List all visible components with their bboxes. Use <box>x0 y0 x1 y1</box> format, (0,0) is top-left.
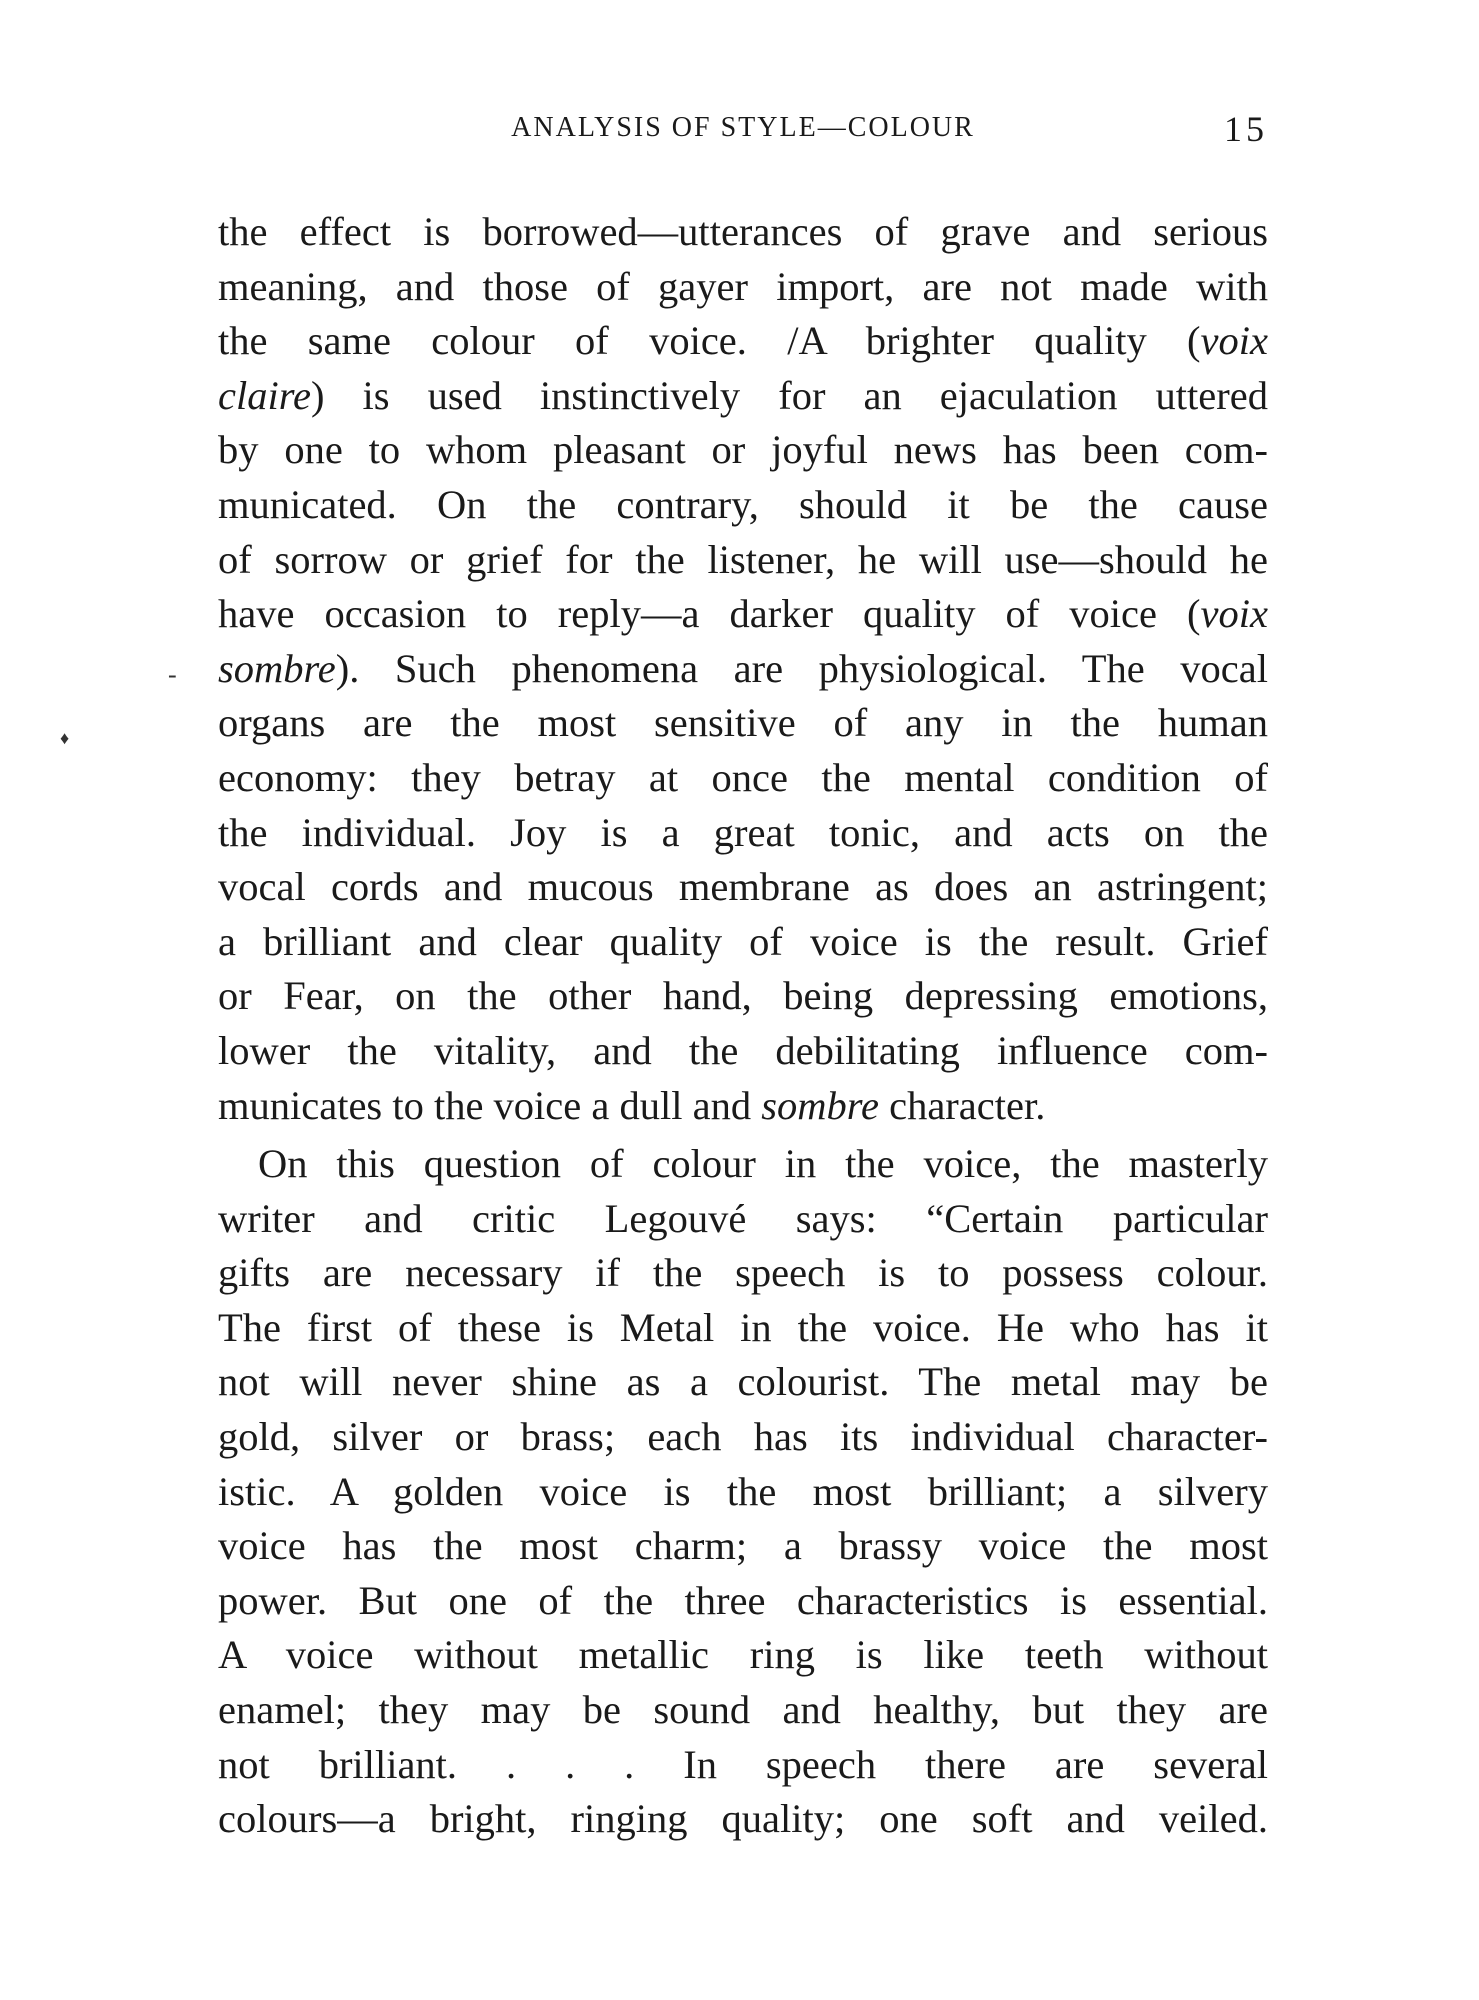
margin-mark: ♦ <box>60 728 70 748</box>
text-line: of sorrow or grief for the listener, he will use—should he <box>218 536 1268 582</box>
text-line: power. But one of the three characteristics is essential. <box>218 1577 1268 1623</box>
text-line: a brilliant and clear quality of voice is the result. Grief <box>218 918 1268 964</box>
body-text <box>218 205 1268 1847</box>
running-head <box>218 109 1268 152</box>
text-line: vocal cords and mucous membrane as does an astringent; <box>218 864 1268 910</box>
text-line: not brilliant. . . . In speech there are several <box>218 1741 1268 1787</box>
text-line: municates to the voice a dull and sombre character. <box>218 1082 1046 1128</box>
text-line: The first of these is Metal in the voice. He who has it <box>218 1304 1268 1350</box>
text-line: municated. On the contrary, should it be the cause <box>218 481 1268 527</box>
text-line: the effect is borrowed—utterances of grave and serious <box>218 209 1268 254</box>
margin-mark: - <box>168 660 177 689</box>
text-line: organs are the most sensitive of any in the human <box>218 700 1268 746</box>
text-line: A voice without metallic ring is like teeth without <box>218 1632 1268 1678</box>
text-line: claire) is used instinctively for an ejaculation uttered <box>218 372 1268 418</box>
text-line: colours—a bright, ringing quality; one soft and veiled. <box>218 1796 1268 1842</box>
text-line: writer and critic Legouvé says: “Certain particular <box>218 1195 1268 1241</box>
text-line: the same colour of voice. /A brighter quality (voix <box>218 318 1268 364</box>
text-line: meaning, and those of gayer import, are not made with <box>218 263 1268 309</box>
text-line: istic. A golden voice is the most brilliant; a silvery <box>218 1468 1268 1514</box>
text-line: lower the vitality, and the debilitating influence com- <box>218 1027 1268 1073</box>
text-line: enamel; they may be sound and healthy, but they are <box>218 1687 1268 1733</box>
text-line: gold, silver or brass; each has its individual character- <box>218 1414 1268 1460</box>
running-title: ANALYSIS OF STYLE—COLOUR <box>511 112 975 143</box>
text-line: gifts are necessary if the speech is to possess colour. <box>218 1250 1268 1296</box>
text-line: not will never shine as a colourist. The metal may be <box>218 1359 1268 1405</box>
text-line: the individual. Joy is a great tonic, and acts on the <box>218 809 1268 855</box>
text-line: economy: they betray at once the mental condition of <box>218 754 1268 800</box>
text-line: or Fear, on the other hand, being depressing emotions, <box>218 973 1268 1019</box>
text-line: have occasion to reply—a darker quality of voice (voix <box>218 591 1268 637</box>
text-line: sombre). Such phenomena are physiological. The vocal <box>218 645 1268 691</box>
text-line: by one to whom pleasant or joyful news has been com- <box>218 427 1268 473</box>
paragraph <box>218 1137 1268 1847</box>
text-line: voice has the most charm; a brassy voice the most <box>218 1523 1268 1569</box>
page-number: 15 <box>1224 109 1268 149</box>
paragraph <box>218 205 1268 1133</box>
text-line: On this question of colour in the voice, the masterly <box>258 1141 1268 1187</box>
